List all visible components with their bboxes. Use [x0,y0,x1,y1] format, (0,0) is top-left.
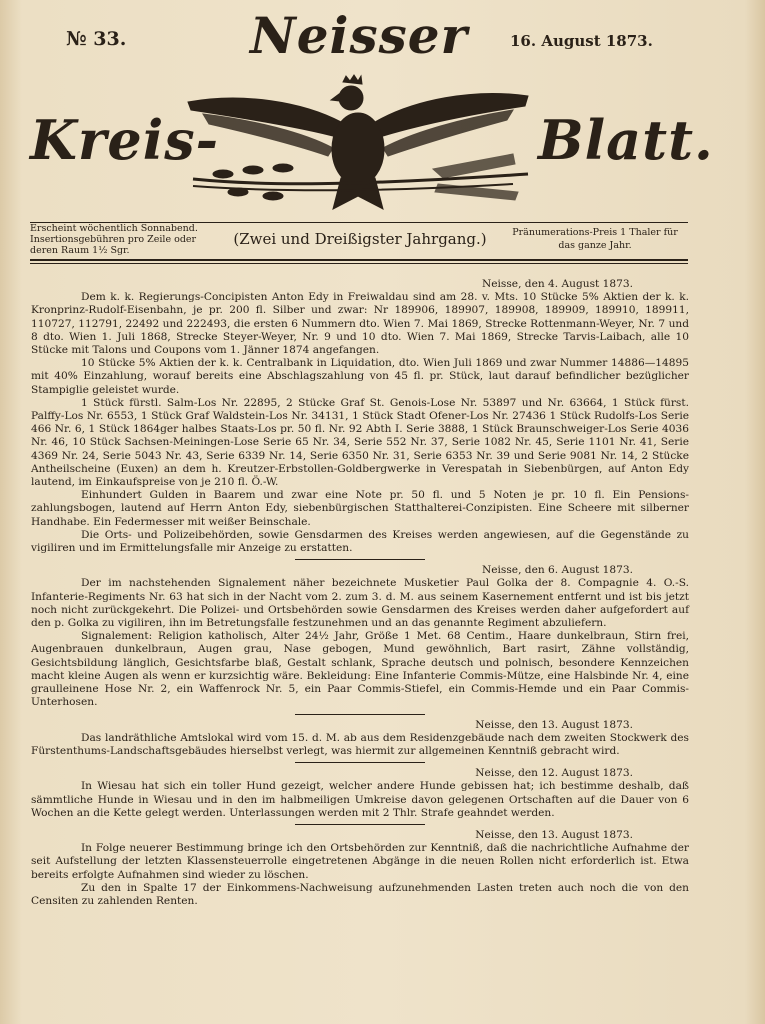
notice-tax-roll [31,829,689,908]
notice-dateline: Neisse, den 4. August 1873. [482,278,633,290]
publication-info: Erscheint wöchentlich Sonnabend. Insertionsgebühren pro Zeile oder deren Raum 1½ Sgr. [30,223,198,256]
notice-separator [295,559,425,560]
notice-dateline: Neisse, den 13. August 1873. [475,828,633,841]
masthead-double-rule [30,259,688,264]
notice-separator [295,762,425,763]
notice-paragraph: 1 Stück fürstl. Salm-Los Nr. 22895, 2 Stücke Graf St. Genois-Lose Nr. 53897 und Nr. 63664, 1 Stück fürst. Palffy-Los Nr. 6553, 1 Stück Graf Waldstein-Los Nr. 34131, 1 Stück Stadt Ofener-Los Nr. 27436 1 Stück Rudolfs-Los Serie 466 Nr. 6, 1 Stück 1864ger halbes Staats-Los pr. 50 fl. Nr. 92 Abth I. Serie 3888, 1 Stück Braunschweiger-Los Serie 4036 Nr. 46, 10 Stück Sachsen-Meiningen-Lose Serie 65 Nr. 34, Serie 552 Nr. 37, Serie 1082 Nr. 45, Serie 1101 Nr. 41, Serie 4369 Nr. 24, Serie 5043 Nr. 43, Serie 6339 Nr. 14, Serie 6350 Nr. 31, Serie 6353 Nr. 39 und Serie 9081 Nr. 14, 2 Stücke Antheilscheine (Euxen) an dem h. Kreutzer-Erbstollen-Goldbergwerke in Verespatah in Siebenbürgen, auf Anton Edy lautend, im Einkaufspreise von je 210 fl. Ö.-W. [31,396,689,489]
notice-paragraph: Signalement: Religion katholisch, Alter 24½ Jahr, Größe 1 Met. 68 Centim., Haare dunkelbraun, Stirn frei, Augenbrauen dunkelbraun, Augen grau, Nase gebogen, Mund gewöhnlich, Bart rasirt, Zähne vollständig, Gesichtsbildung länglich, Gesichtsfarbe blaß, Gestalt schlank, Sprache deutsch und polnisch, besondere Kennzeichen macht kleine Augen als wenn er kurzsichtig wäre. Bekleidung: Eine Infanterie Commis-Mütze, eine Halsbinde Nr. 4, eine graulleinene Hose Nr. 2, ein Waffenrock Nr. 5, ein Paar Commis-Stiefel, ein Commis-Hemde und ein Paar Commis-Unterhosen. [31,630,689,709]
volume-line: (Zwei und Dreißigster Jahrgang.) [233,230,487,248]
notice-paragraph: Die Orts- und Polizeibehörden, sowie Gensdarmen des Kreises werden angewiesen, auf die Gegenstände zu vigiliren und im Ermittelungsfalle mir Anzeige zu erstatten. [31,528,689,555]
notice-paragraph: In Wiesau hat sich ein toller Hund gezeigt, welcher andere Hunde gebissen hat; ich bestimme deshalb, daß sämmtliche Hunde in Wiesau und in den im halbmeiligen Umkreise davon gelegenen Ortschaften auf die Dauer von 6 Wochen an die Kette gelegt werden. Unterlassungen werden mit 2 Thlr. Strafe geahndet werden. [31,780,689,819]
notice-office-move [31,719,689,759]
issue-number: № 33. [66,28,127,50]
notice-paragraph: 10 Stücke 5% Aktien der k. k. Centralbank in Liquidation, dto. Wien Juli 1869 und zwar Nummer 14886—14895 mit 40% Einzahlung, worauf bereits eine Abschlagszahlung von 45 fl. pr. Stück, laut darauf befindlicher bezüglicher Stampiglie geleistet wurde. [31,357,689,396]
eagle-emblem [183,74,533,219]
notice-paragraph: Zu den in Spalte 17 der Einkommens-Nachweisung aufzunehmenden Lasten treten auch noch die von den Censiten zu zahlenden Renten. [31,881,689,907]
notice-paragraph: In Folge neuerer Bestimmung bringe ich den Ortsbehörden zur Kenntniß, daß die nachrichtliche Aufnahme der seit Aufstellung der letzten Klassensteuerrolle eingetretenen Abgänge in die neuen Rollen nicht erforderlich ist. Etwa bereits erfolgte Aufnahmen sind wieder zu löschen. [31,842,689,881]
notice-paragraph: Einhundert Gulden in Baarem und zwar eine Note pr. 50 fl. und 5 Noten je pr. 10 fl. Ein Pensions-zahlungsbogen, lautend auf Herrn Anton Edy, siebenbürgischen Statthalterei-Conzipisten. Eine Scheere mit silberner Handhabe. Ein Federmesser mit weißer Beinschale. [31,489,689,528]
notice-separator [295,714,425,715]
issue-date: 16. August 1873. [510,32,653,50]
notice-dateline: Neisse, den 12. August 1873. [475,767,633,780]
notice-paragraph: Dem k. k. Regierungs-Concipisten Anton Edy in Freiwaldau sind am 28. v. Mts. 10 Stücke 5% Aktien der k. k. Kronprinz-Rudolf-Eisenbahn, je pr. 200 fl. Silber und zwar: Nr 189906, 189907, 189908, 189909, 189910, 189911, 110727, 112791, 22492 und 222493, die ersten 6 Nummern dto. Wien 7. Mai 1869, Strecke Rottenmann-Weyer, Nr. 7 und 8 dto. Wien 1. Juli 1868, Strecke Steyer-Weyer, Nr. 9 und 10 dto. Wien 7. Mai 1869, Strecke Tarvis-Laibach, alle 10 Stücke mit Talons und Coupons vom 1. Jänner 1874 angefangen. [31,291,689,357]
subscription-price: Pränumerations-Preis 1 Thaler für das ganze Jahr. [512,227,678,251]
notice-dateline: Neisse, den 6. August 1873. [482,564,633,577]
notice-paragraph: Der im nachstehenden Signalement näher bezeichnete Musketier Paul Golka der 8. Compagnie 4. O.-S. Infanterie-Regiments Nr. 63 hat sich in der Nacht vom 2. zum 3. d. M. aus seinem Kasernement entfernt und ist bis jetzt noch nicht zurückgekehrt. Die Polizei- und Ortsbehörden sowie Gensdarmen des Kreises werden daher aufgefordert auf den p. Golka zu vigiliren, ihn im Betretungsfalle festzunehmen und an das genannte Regiment abzuliefern. [31,577,689,630]
title-kreis: Kreis- [30,108,220,172]
notice-deserter [31,564,689,709]
notice-rabid-dog [31,767,689,820]
title-blatt: Blatt. [538,108,714,172]
notice-dateline: Neisse, den 13. August 1873. [475,718,633,731]
notice-paragraph: Das landräthliche Amtslokal wird vom 15. d. M. ab aus dem Residenzgebäude nach dem zweiten Stockwerk des Fürstenthums-Landschaftsgebäudes hierselbst verlegt, was hiermit zur allgemeinen Kenntniß gebracht wird. [31,731,689,757]
notice-theft [31,278,689,555]
title-neisser: Neisser [250,6,468,65]
notices-column [31,278,689,908]
notice-separator [295,824,425,825]
